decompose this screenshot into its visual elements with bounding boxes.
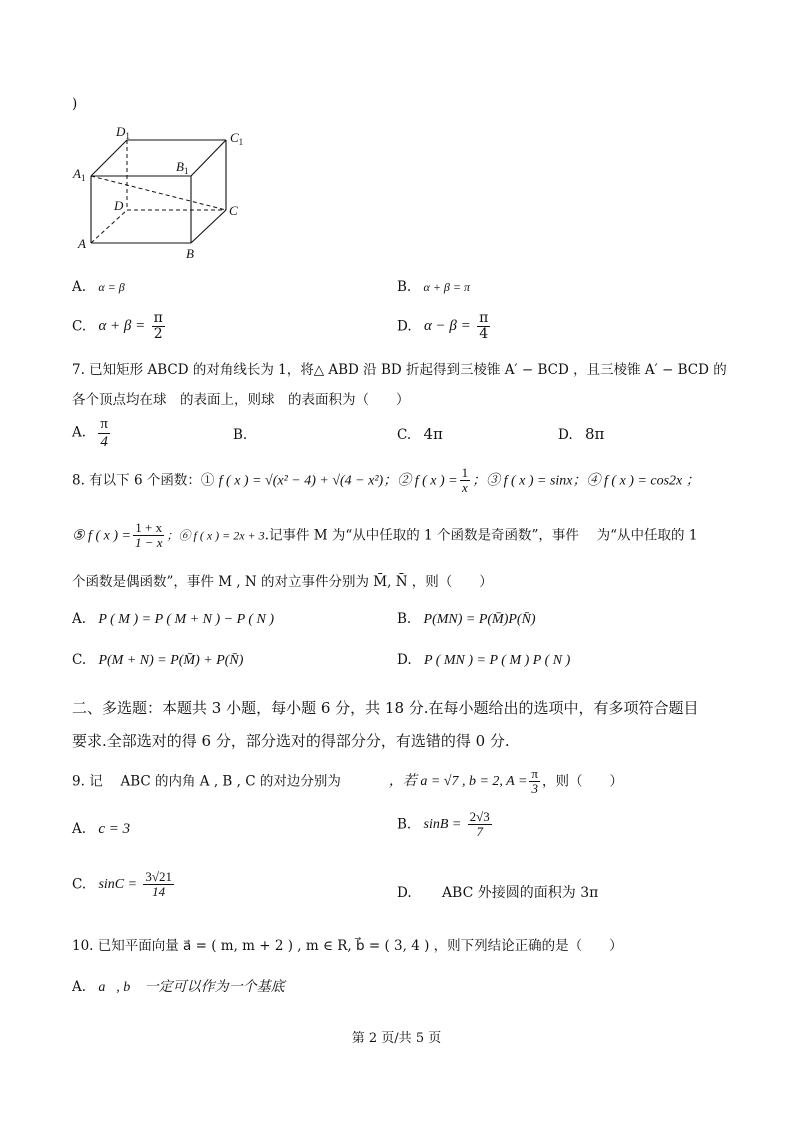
label-C: C xyxy=(229,203,238,218)
q7-option-b[interactable] xyxy=(233,427,247,443)
q9-option-a[interactable] xyxy=(72,821,130,838)
fraction: $\frac{2√3}{7}$ xyxy=(469,809,490,840)
label-A1: $A_1$ xyxy=(73,166,86,183)
q8-option-b[interactable] xyxy=(397,611,536,628)
option-expr: c = 3 xyxy=(98,821,131,837)
label-D: D xyxy=(114,198,124,213)
section-2-line2: 要求.全部选对的得 6 分，部分选对的得部分分，有选错的得 0 分. xyxy=(72,732,510,750)
diag-a1c-hidden xyxy=(91,176,226,210)
q9-option-b[interactable] xyxy=(397,810,494,840)
option-expr: P(M + N) = P(M̄) + P(N̄) xyxy=(98,653,244,668)
q9-option-d[interactable] xyxy=(397,882,598,902)
q6-option-d[interactable] xyxy=(397,311,492,343)
option-letter: B. xyxy=(397,816,412,833)
label-A: A xyxy=(78,236,86,251)
section-2-line1: 二、多选题：本题共 3 小题，每小题 6 分，共 18 分.在每小题给出的选项中，有多项符合题目 xyxy=(72,699,699,717)
option-expr: sinC = xyxy=(98,877,138,893)
option-letter: A. xyxy=(72,821,87,837)
q10-option-a[interactable] xyxy=(72,976,285,996)
q9-option-c[interactable] xyxy=(72,870,176,900)
q7-option-a[interactable] xyxy=(72,416,112,450)
option-letter: D. xyxy=(397,885,412,901)
q6-option-b[interactable] xyxy=(397,279,470,295)
q8-option-d[interactable] xyxy=(397,652,570,669)
edge-b1c1 xyxy=(191,140,226,176)
fraction: $\frac{\pi}{4}$ xyxy=(479,310,489,343)
q7-option-d[interactable] xyxy=(558,425,604,443)
option-letter: C. xyxy=(72,318,87,335)
option-expr: 8π xyxy=(584,425,605,443)
option-expr: α = β xyxy=(98,280,125,294)
q7-line1: 7. 已知矩形 ABCD 的对角线长为 1，将△ ABD 沿 BD 折起得到三棱锥 A′ − BCD ，且三棱锥 A′ − BCD 的 xyxy=(72,362,727,378)
option-expr: α + β = xyxy=(98,318,146,335)
option-expr: a⃗, b⃗ 一定可以作为一个基底 xyxy=(98,980,285,995)
label-D1: $D_1$ xyxy=(116,124,130,141)
page-footer: 第 2 页/共 5 页 xyxy=(351,1031,442,1046)
edge-ad-hidden xyxy=(91,210,127,243)
option-letter: D. xyxy=(397,652,412,668)
label-B: B xyxy=(186,246,194,261)
option-letter: C. xyxy=(72,876,87,893)
q8-option-c[interactable] xyxy=(72,652,243,669)
q10-stem: 10. 已知平面向量 a⃗ = ( m, m + 2 ) , m ∈ R, b⃗ = ( 3, 4 ) ，则下列结论正确的是（ ） xyxy=(72,938,623,954)
option-letter: A. xyxy=(72,611,87,627)
option-letter: D. xyxy=(558,427,573,443)
option-letter: D. xyxy=(397,318,412,335)
option-expr: 4π xyxy=(423,425,443,443)
edge-a1d1 xyxy=(91,140,127,176)
option-expr: α + β = π xyxy=(423,280,470,294)
q9-stem: 9. 记 ABC 的内角 A , B , C 的对边分别为 ，若 a = √7 , b = 2, A = $\frac{\pi}{3}$ ，则（ ） xyxy=(72,766,623,797)
option-letter: B. xyxy=(397,279,412,295)
q7-line2: 各个顶点均在球 的表面上，则球 的表面积为（ ） xyxy=(72,392,410,408)
q8-line2: ⑤ f ( x ) = $\frac{1 + x}{1 - x}$ ；⑥ f ( x ) = 2x + 3.记事件 M 为“从中任取的 1 个函数是奇函数”，事件 为“从中任取的 1 xyxy=(72,520,698,551)
option-expr: P ( MN ) = P ( M ) P ( N ) xyxy=(423,653,571,668)
edge-bc xyxy=(191,210,226,243)
option-letter: C. xyxy=(397,427,412,443)
cube-figure xyxy=(66,120,256,265)
option-letter: C. xyxy=(72,652,87,668)
fraction: $\frac{\pi}{4}$ xyxy=(100,416,108,450)
q7-option-c[interactable] xyxy=(397,425,443,443)
option-letter: B. xyxy=(397,611,412,627)
option-letter: A. xyxy=(72,424,87,441)
option-expr: sinB = xyxy=(423,817,462,833)
label-B1: $B_1$ xyxy=(176,159,189,176)
q6-option-a[interactable] xyxy=(72,279,125,295)
label-C1: $C_1$ xyxy=(230,130,244,147)
q8-line3: 个函数是偶函数”，事件 M , N 的对立事件分别为 M̄, N̄ ，则（ ） xyxy=(72,574,493,590)
option-expr: P(MN) = P(M̄)P(N̄) xyxy=(423,612,536,627)
continued-paren: ) xyxy=(72,96,78,112)
option-letter: A. xyxy=(72,979,87,995)
q8-line1: 8. 有以下 6 个函数：① f ( x ) = √(x² − 4) + √(4 − x²)；② f ( x ) = $\frac{1}{x}$ ；③ f ( x ) = sinx；④ f ( x ) = cos2x ； xyxy=(72,465,700,496)
q8-option-a[interactable] xyxy=(72,611,274,628)
q6-option-c[interactable] xyxy=(72,311,167,343)
option-expr: P ( M ) = P ( M + N ) − P ( N ) xyxy=(98,612,275,627)
option-expr: ABC 外接圆的面积为 3π xyxy=(441,885,599,901)
fraction: $\frac{\pi}{2}$ xyxy=(153,310,163,343)
option-expr: α − β = xyxy=(423,318,471,335)
option-letter: B. xyxy=(233,427,248,443)
fraction: $\frac{3√21}{14}$ xyxy=(145,869,172,900)
option-letter: A. xyxy=(72,279,87,295)
